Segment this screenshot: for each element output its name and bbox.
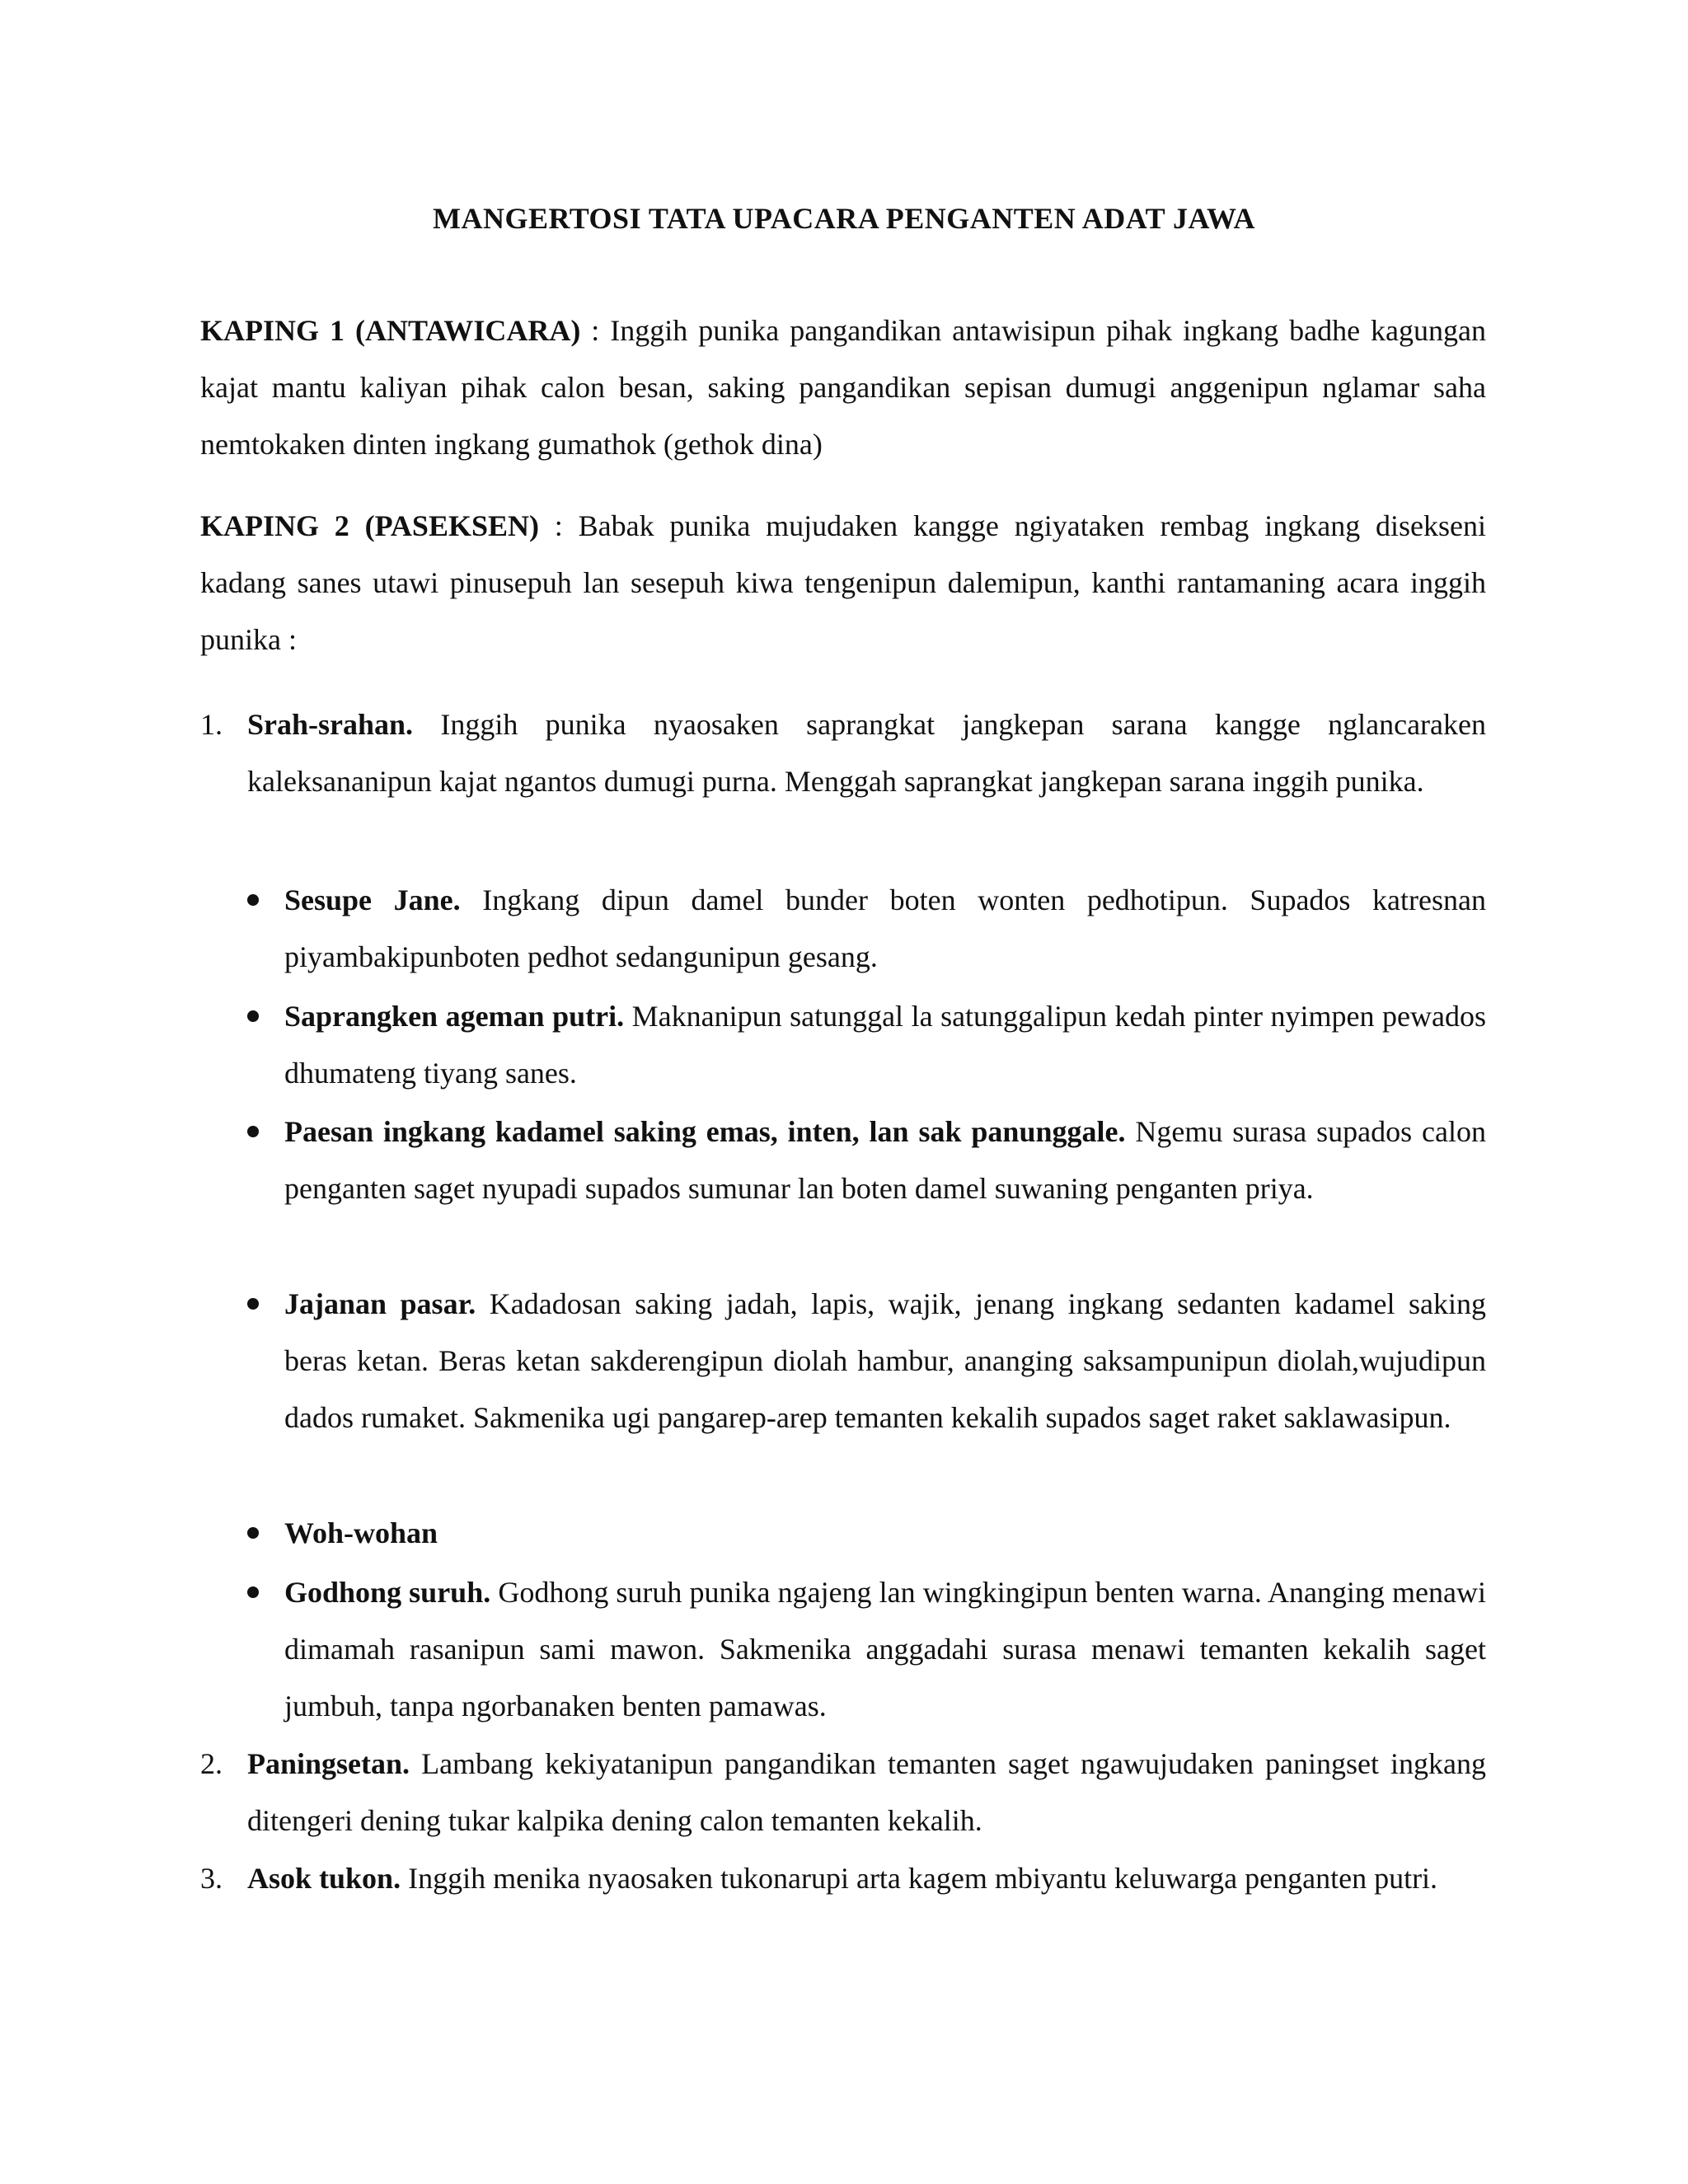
bullet-text: Kadadosan saking jadah, lapis, wajik, jenang ingkang sedanten kadamel saking beras ketan. Beras ketan sakderengipun diolah hambur, ananging saksampunipun diolah,wujudipun dados rumaket. Sakmenika ugi pangarep-arep temanten kekalih supados saget raket saklawasipun. [284,1287,1486,1434]
bullet-icon [247,1527,259,1539]
list-item-asok-tukon [247,1850,1486,1907]
bullet-heading: Godhong suruh. [284,1576,491,1609]
bullet-icon [247,1586,259,1598]
list-item-heading: Paningsetan. [247,1747,410,1780]
kaping-2-text: : Babak punika mujudaken kangge ngiyataken rembag ingkang disekseni kadang sanes utawi pinusepuh lan sesepuh kiwa tengenipun dalemipun, kanthi rantamaning acara inggih punika : [200,509,1487,656]
bullet-heading: Paesan ingkang kadamel saking emas, inten, lan sak panunggale. [284,1115,1126,1148]
bullet-item-saprangken-ageman [284,988,1486,1102]
kaping-1-paragraph [200,302,1486,473]
bullet-text: Ngemu surasa supados calon penganten saget nyupadi supados sumunar lan boten damel suwaning penganten priya. [284,1115,1486,1205]
bullet-item-woh-wohan [284,1505,1486,1562]
list-item-heading: Srah-srahan. [247,708,414,741]
bullet-text: Ingkang dipun damel bunder boten wonten pedhotipun. Supados katresnan piyambakipunboten pedhot sedangunipun gesang. [284,883,1486,973]
list-item-heading: Asok tukon. [247,1862,401,1895]
bullet-item-paesan [284,1104,1486,1217]
list-item-text: Inggih menika nyaosaken tukonarupi arta kagem mbiyantu keluwarga penganten putri. [401,1862,1438,1895]
bullet-icon [247,1010,259,1022]
bullet-heading: Saprangken ageman putri. [284,1000,625,1033]
bullet-text: Godhong suruh punika ngajeng lan wingkingipun benten warna. Ananging menawi dimamah rasanipun sami mawon. Sakmenika anggadahi surasa menawi temanten kekalih saget jumbuh, tanpa ngorbanaken benten pamawas. [284,1576,1486,1722]
bullet-item-sesupe-jane [284,872,1486,986]
bullet-heading: Woh-wohan [284,1516,438,1549]
bullet-heading: Sesupe Jane. [284,883,461,916]
list-number-1: 1. [200,708,223,741]
bullet-heading: Jajanan pasar. [284,1287,476,1320]
list-item-text: Lambang kekiyatanipun pangandikan temanten saget ngawujudaken paningset ingkang ditengeri dening tukar kalpika dening calon temanten kekalih. [247,1747,1486,1837]
bullet-item-jajanan-pasar [284,1276,1486,1446]
bullet-icon [247,1126,259,1137]
list-item-text: Inggih punika nyaosaken saprangkat jangkepan sarana kangge nglancaraken kaleksananipun kajat ngantos dumugi purna. Menggah saprangkat jangkepan sarana inggih punika. [247,708,1486,798]
list-item-paningsetan [247,1736,1486,1849]
kaping-2-heading: KAPING 2 (PASEKSEN) [200,509,539,542]
document-title: MANGERTOSI TATA UPACARA PENGANTEN ADAT JAWA [432,202,1256,235]
bullet-icon [247,1298,259,1310]
kaping-1-text: : Inggih punika pangandikan antawisipun pihak ingkang badhe kagungan kajat mantu kaliyan pihak calon besan, saking pangandikan sepisan dumugi anggenipun nglamar saha nemtokaken dinten ingkang gumathok (gethok dina) [200,314,1486,461]
kaping-2-paragraph [200,498,1486,668]
bullet-item-godhong-suruh [284,1564,1486,1735]
list-item-srah-srahan [247,696,1486,810]
list-number-2: 2. [200,1747,223,1780]
kaping-1-heading: KAPING 1 (ANTAWICARA) [200,314,581,347]
bullet-text: Maknanipun satunggal la satunggalipun kedah pinter nyimpen pewados dhumateng tiyang sanes. [284,1000,1486,1090]
bullet-icon [247,894,259,906]
list-number-3: 3. [200,1862,223,1895]
